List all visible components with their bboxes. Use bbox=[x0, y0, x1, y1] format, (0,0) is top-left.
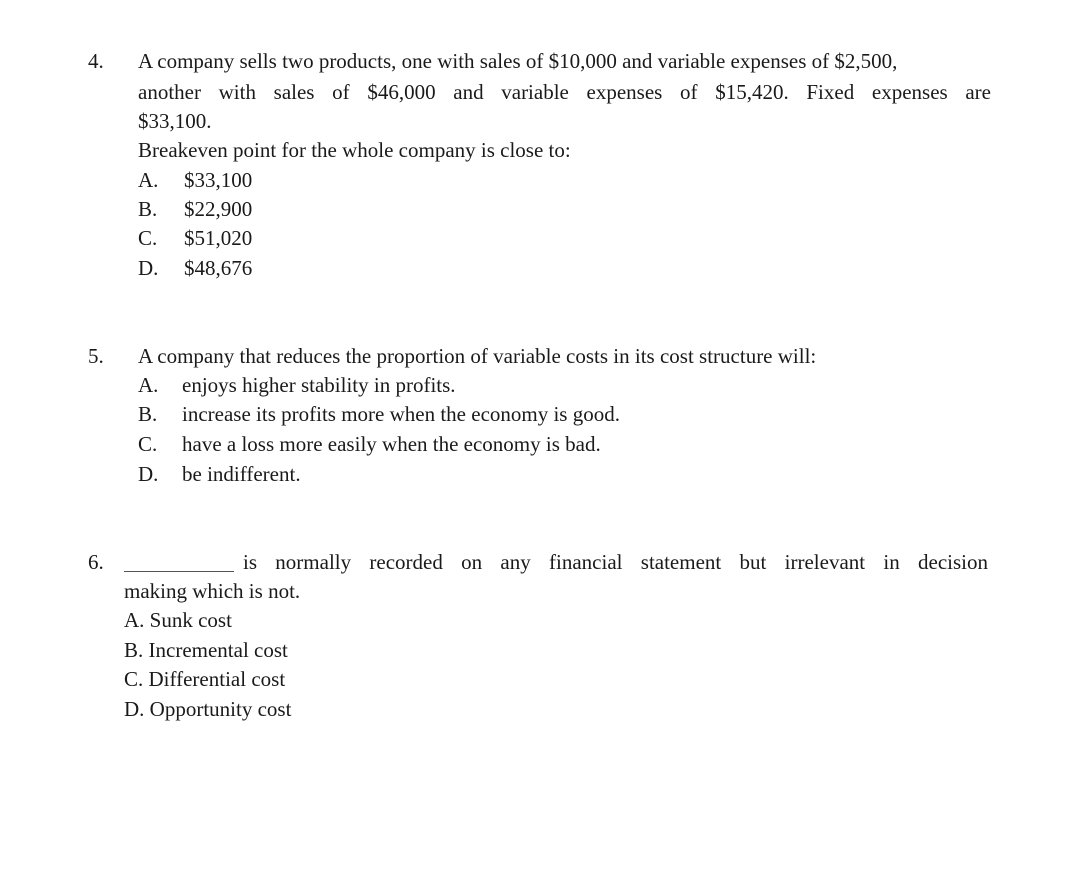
option-letter: B. bbox=[138, 402, 158, 426]
option-text: $33,100 bbox=[184, 168, 253, 192]
question-stem-line: is normally recorded on any financial statement but irrelevant in decision bbox=[243, 550, 988, 574]
question-number: 5. bbox=[88, 344, 104, 368]
question-stem-line: making which is not. bbox=[124, 579, 301, 603]
option-text: have a loss more easily when the economy is bad. bbox=[182, 432, 601, 456]
option-text: D. Opportunity cost bbox=[124, 697, 292, 721]
question-stem-line: A company sells two products, one with sales of $10,000 and variable expenses of $2,500, bbox=[138, 49, 898, 73]
question-stem-line: $33,100. bbox=[138, 109, 212, 133]
option-letter: A. bbox=[138, 168, 159, 192]
option-text: B. Incremental cost bbox=[124, 638, 288, 662]
option-letter: D. bbox=[138, 256, 159, 280]
option-text: enjoys higher stability in profits. bbox=[182, 373, 456, 397]
question-prompt: Breakeven point for the whole company is close to: bbox=[138, 138, 571, 162]
option-text: be indifferent. bbox=[182, 462, 301, 486]
option-text: A. Sunk cost bbox=[124, 608, 232, 632]
option-letter: B. bbox=[138, 197, 158, 221]
question-stem-line: A company that reduces the proportion of variable costs in its cost structure will: bbox=[138, 344, 817, 368]
question-number: 4. bbox=[88, 49, 104, 73]
option-letter: C. bbox=[138, 432, 158, 456]
option-text: $51,020 bbox=[184, 226, 253, 250]
option-text: $22,900 bbox=[184, 197, 253, 221]
option-text: C. Differential cost bbox=[124, 667, 286, 691]
option-letter: C. bbox=[138, 226, 158, 250]
question-number: 6. bbox=[88, 550, 104, 574]
fill-in-blank bbox=[124, 571, 234, 572]
option-letter: D. bbox=[138, 462, 159, 486]
question-stem-line: another with sales of $46,000 and variable expenses of $15,420. Fixed expenses are bbox=[138, 80, 991, 104]
option-text: $48,676 bbox=[184, 256, 253, 280]
option-text: increase its profits more when the economy is good. bbox=[182, 402, 620, 426]
option-letter: A. bbox=[138, 373, 159, 397]
